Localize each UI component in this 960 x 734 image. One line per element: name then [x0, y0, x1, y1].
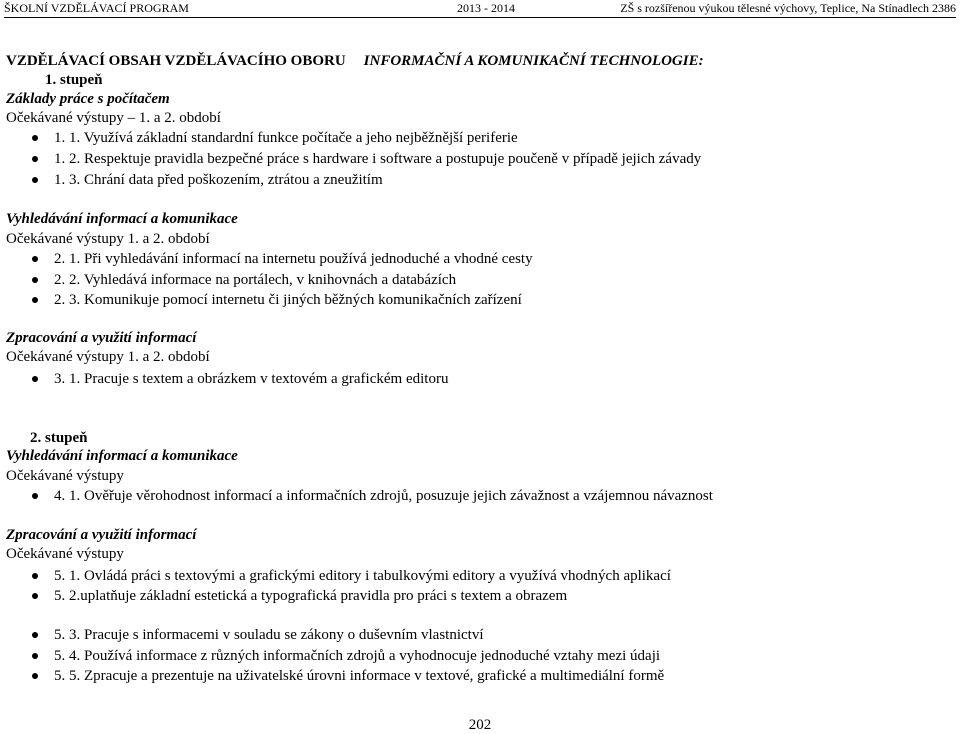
- bullet-dot-icon: [32, 297, 38, 303]
- page-number: 202: [468, 717, 492, 733]
- title-left: VZDĚLÁVACÍ OBSAH VZDĚLÁVACÍHO OBORU: [6, 53, 346, 69]
- header-divider: [4, 17, 956, 18]
- bullet-dot-icon: [32, 573, 38, 579]
- bullet-dot-icon: [32, 493, 38, 499]
- page-header: [4, 0, 956, 17]
- stage2-heading: 2. stupeň: [30, 430, 88, 446]
- bullet-dot-icon: [32, 673, 38, 679]
- expected-outcomes-label: Očekávané výstupy – 1. a 2. období: [6, 110, 221, 126]
- header-school-name: ZŠ s rozšířenou výukou tělesné výchovy, Teplice, Na Stínadlech 2386: [620, 1, 956, 15]
- section-title: Zpracování a využití informací: [6, 330, 197, 346]
- section-title: Zpracování a využití informací: [6, 527, 197, 543]
- expected-outcomes-label: Očekávané výstupy 1. a 2. období: [6, 231, 210, 247]
- section-title: Vyhledávání informací a komunikace: [6, 448, 238, 464]
- bullet-dot-icon: [32, 256, 38, 262]
- header-school-year: 2013 - 2014: [457, 1, 515, 15]
- bullet-dot-icon: [32, 376, 38, 382]
- title-subject: INFORMAČNÍ A KOMUNIKAČNÍ TECHNOLOGIE:: [363, 53, 704, 69]
- expected-outcomes-label: Očekávané výstupy: [6, 468, 124, 484]
- expected-outcomes-label: Očekávané výstupy 1. a 2. období: [6, 349, 210, 365]
- bullet-dot-icon: [32, 632, 38, 638]
- bullet-dot-icon: [32, 653, 38, 659]
- header-school-program: ŠKOLNÍ VZDĚLÁVACÍ PROGRAM: [4, 1, 189, 15]
- stage1-heading: 1. stupeň: [45, 72, 103, 88]
- document-title: [6, 52, 704, 70]
- section-title: Základy práce s počítačem: [6, 91, 170, 107]
- section-title: Vyhledávání informací a komunikace: [6, 211, 238, 227]
- bullet-dot-icon: [32, 135, 38, 141]
- expected-outcomes-label: Očekávané výstupy: [6, 546, 124, 562]
- bullet-dot-icon: [32, 177, 38, 183]
- bullet-dot-icon: [32, 593, 38, 599]
- bullet-dot-icon: [32, 277, 38, 283]
- bullet-dot-icon: [32, 156, 38, 162]
